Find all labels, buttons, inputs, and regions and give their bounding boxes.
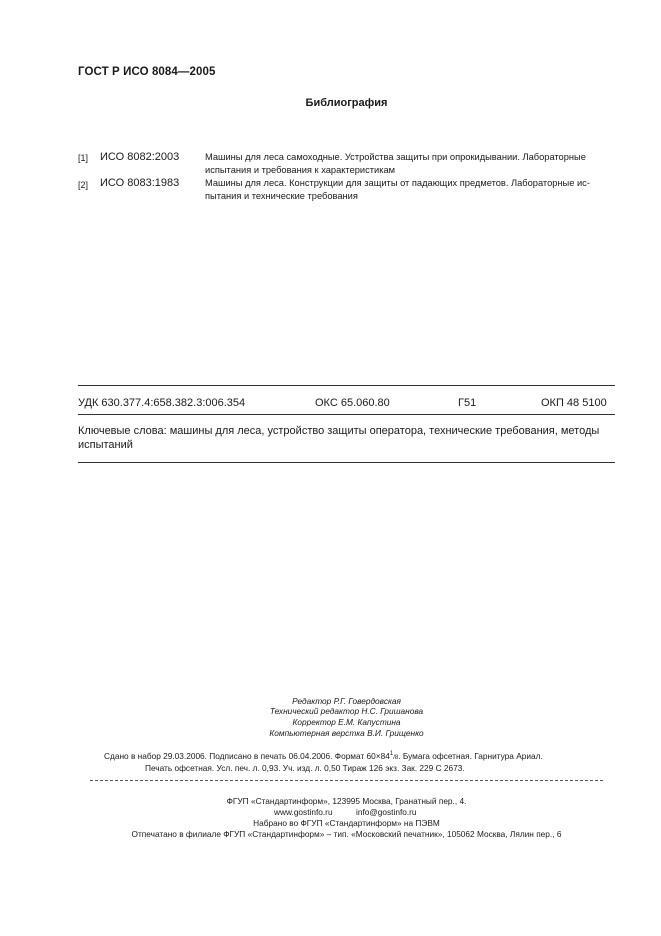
ref-text-2	[205, 177, 617, 203]
group-code: Г51	[458, 397, 477, 409]
publisher-line1-row	[0, 796, 661, 806]
publisher-line3-row	[0, 818, 661, 828]
rule-bottom	[78, 462, 615, 463]
bibliography-title-row	[0, 97, 661, 109]
ref-text-1-line1: Машины для леса самоходные. Устройства защиты при опрокидывании. Лабораторные	[205, 152, 586, 162]
ref-text-2-line1: Машины для леса. Конструкции для защиты от падающих предметов. Лабораторные ис-	[205, 178, 590, 188]
publisher-email[interactable]: info@gostinfo.ru	[356, 807, 417, 817]
print-info-line1	[104, 751, 543, 761]
ref-text-1	[205, 151, 617, 177]
ref-text-1-line2: испытания и требования к характеристикам	[205, 165, 396, 175]
okp-code: ОКП 48 5100	[541, 397, 607, 409]
rule-top	[78, 385, 615, 386]
keywords: Ключевые слова: машины для леса, устройство защиты оператора, технические требования, методы испытаний	[78, 425, 600, 451]
imprint-tech-editor: Технический редактор Н.С. Гришанова	[269, 706, 424, 716]
print-info-line1-a: Сдано в набор 29.03.2006. Подписано в печать 06.04.2006. Формат 60×84	[104, 751, 390, 761]
print-info-line2: Печать офсетная. Усл. печ. л. 0,93. Уч. изд. л. 0,50 Тираж 126 экз. Зак. 229 С 2673.	[145, 763, 465, 773]
imprint-editor: Редактор Р.Г. Говердовская	[292, 696, 401, 706]
imprint-layout-row	[0, 728, 661, 738]
dashed-separator	[90, 780, 603, 781]
ref-number-1: [1]	[78, 153, 89, 163]
publisher-typeset: Набрано во ФГУП «Стандартинформ» на ПЭВМ	[253, 818, 440, 828]
bibliography-title: Библиография	[305, 97, 388, 109]
ref-code-2: ИСО 8083:1983	[100, 177, 180, 189]
standard-id-header: ГОСТ Р ИСО 8084—2005	[78, 66, 216, 78]
ref-number-2: [2]	[78, 180, 89, 190]
publisher-site[interactable]: www.gostinfo.ru	[274, 807, 333, 817]
imprint-tech-editor-row	[0, 706, 661, 716]
rule-middle	[78, 414, 615, 415]
oks-code: ОКС 65.060.80	[315, 397, 390, 409]
print-info-format-sub: /8	[393, 755, 399, 761]
publisher-printed: Отпечатано в филиале ФГУП «Стандартинформ» – тип. «Московский печатник», 105062 Москва, Лялин пер., 6	[131, 829, 562, 839]
imprint-editor-row	[0, 696, 661, 706]
imprint-layout: Компьютерная верстка В.И. Грищенко	[269, 728, 424, 738]
publisher-address: ФГУП «Стандартинформ», 123995 Москва, Гранатный пер., 4.	[226, 796, 467, 806]
udk-code: УДК 630.377.4:658.382.3:006.354	[78, 397, 246, 409]
print-info-line1-b: . Бумага офсетная. Гарнитура Ариал.	[398, 751, 543, 761]
imprint-corrector: Корректор Е.М. Капустина	[292, 717, 401, 727]
ref-text-2-line2: пытания и технические требования	[205, 191, 358, 201]
ref-code-1: ИСО 8082:2003	[100, 151, 180, 163]
print-info-format-sup: 1	[389, 751, 394, 758]
imprint-corrector-row	[0, 717, 661, 727]
publisher-line4-row	[0, 829, 661, 839]
